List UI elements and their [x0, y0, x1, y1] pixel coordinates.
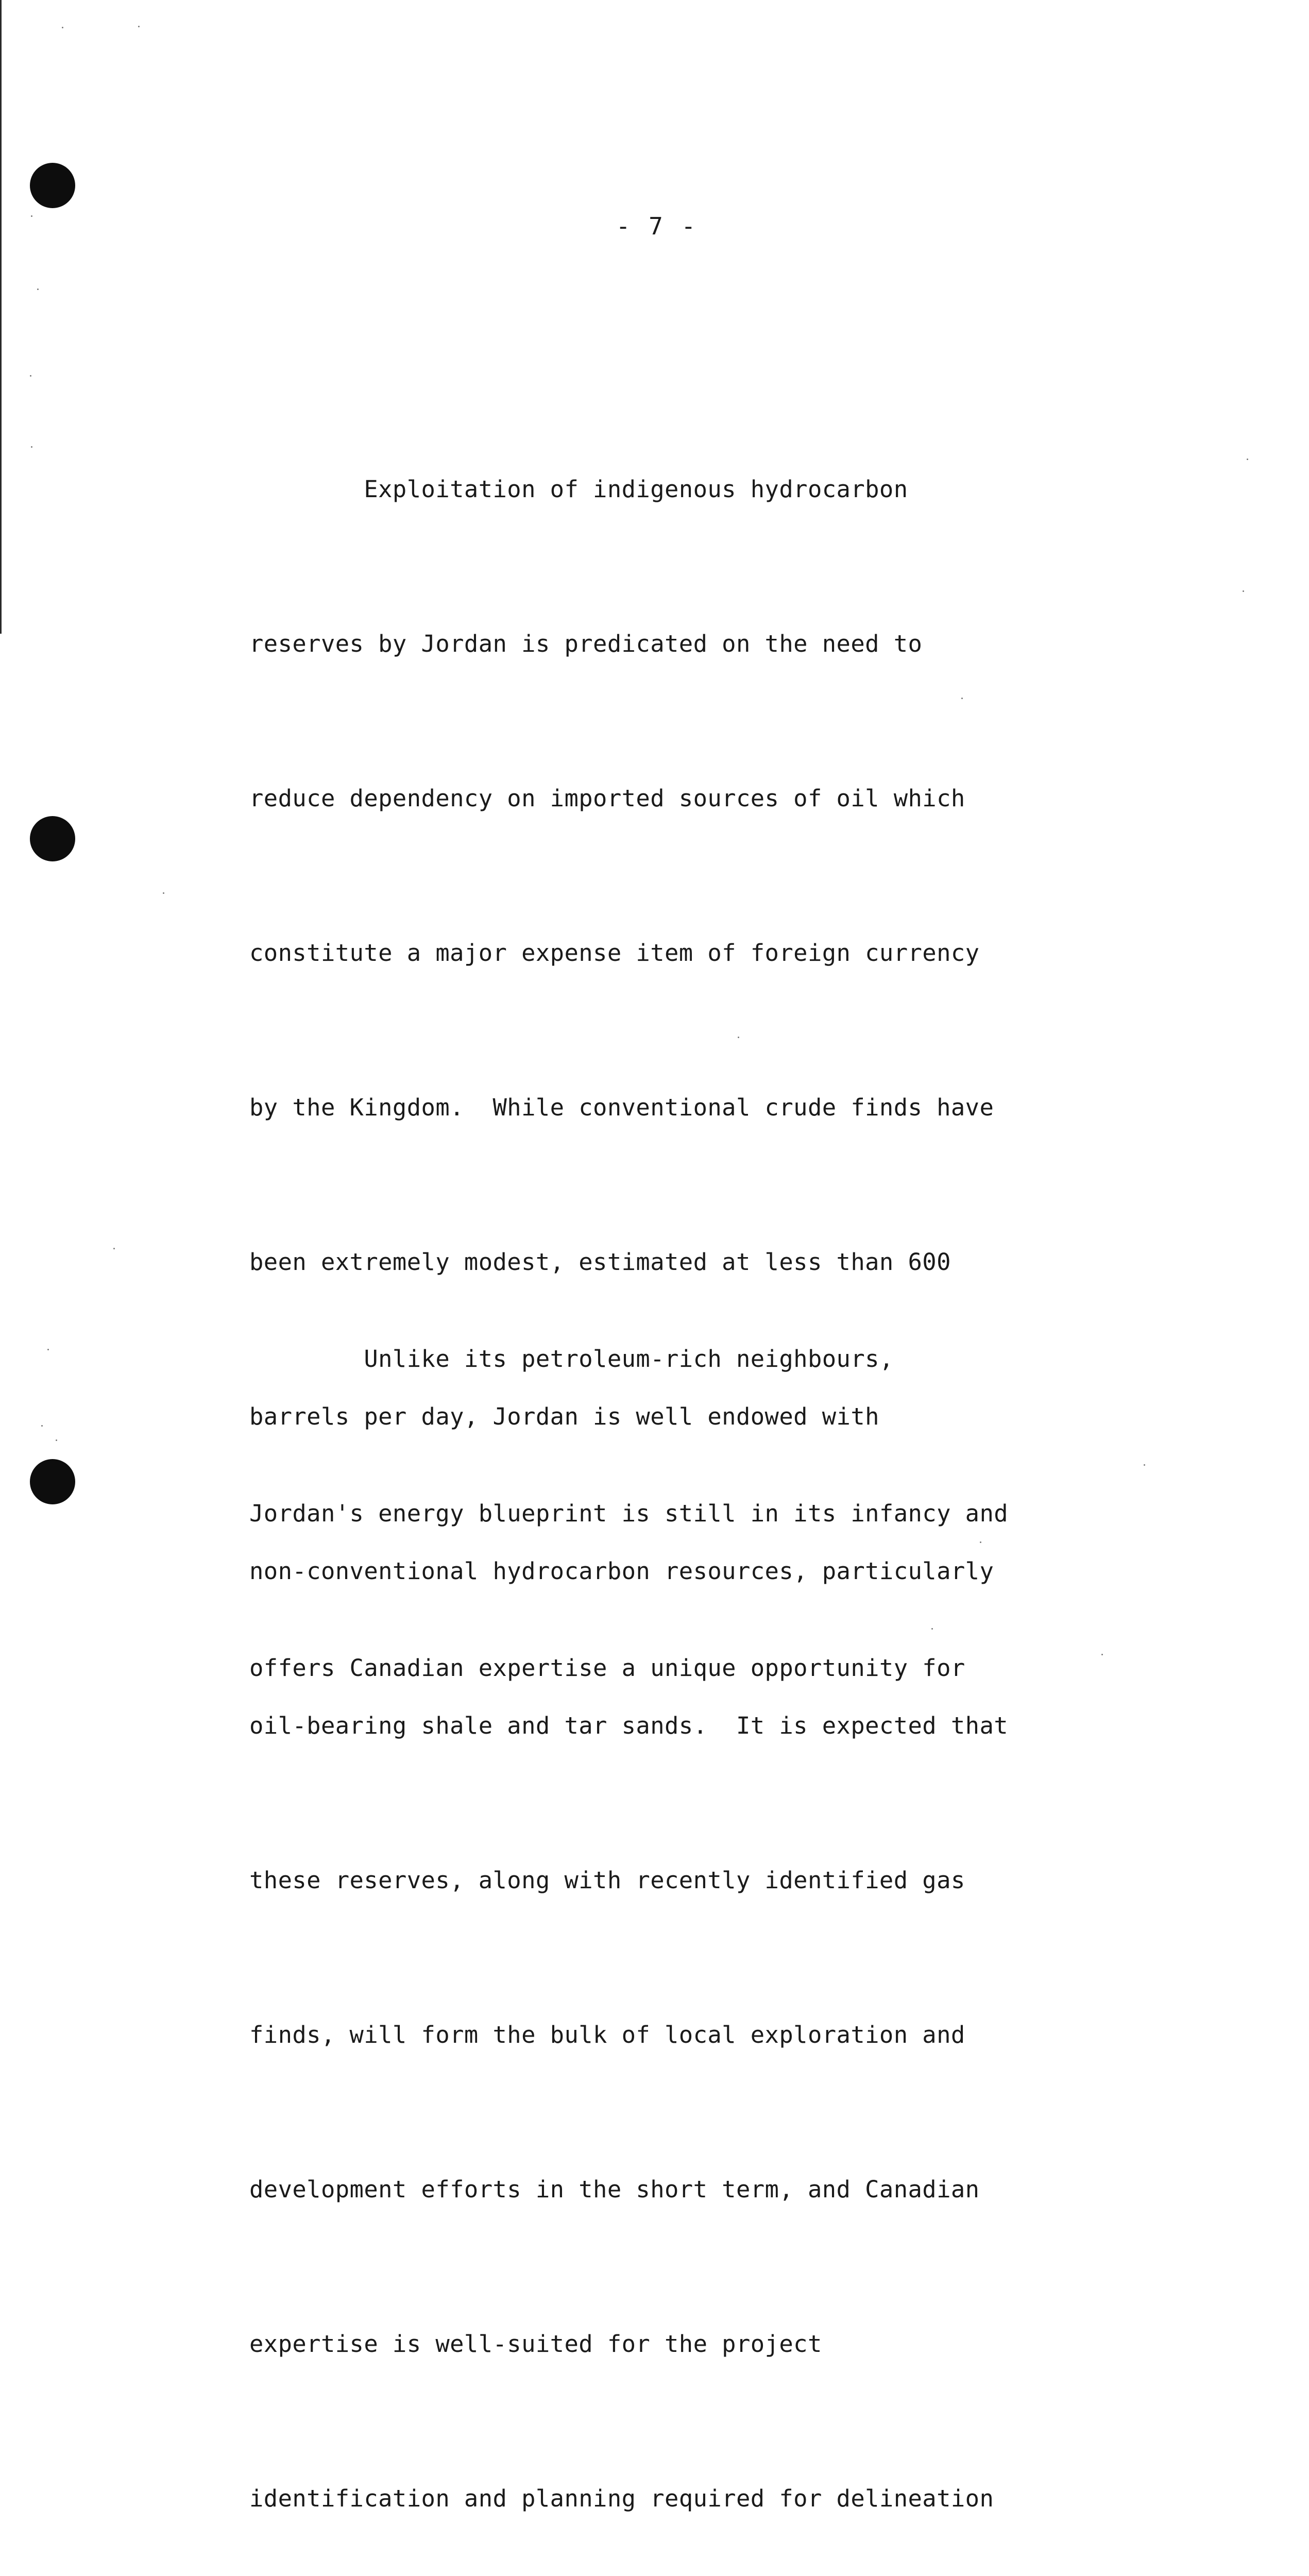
- text-line: development efforts in the short term, and Canadian: [249, 2176, 980, 2203]
- text-line: Jordan's energy blueprint is still in its infancy and: [249, 1500, 1009, 1527]
- scan-speck: [113, 1248, 115, 1249]
- text-line: barrels per day, Jordan is well endowed with: [249, 1403, 879, 1430]
- scan-speck: [31, 215, 32, 217]
- scan-speck: [1243, 590, 1244, 592]
- scan-speck: [138, 26, 140, 27]
- punch-hole-bottom: [30, 1459, 75, 1504]
- punch-hole-middle: [30, 816, 75, 861]
- text-line: non-conventional hydrocarbon resources, particularly: [249, 1557, 994, 1585]
- page-number: - 7 -: [616, 212, 698, 240]
- text-line: these reserves, along with recently identified gas: [249, 1867, 965, 1894]
- scan-speck: [37, 289, 39, 290]
- scan-speck: [1247, 459, 1248, 460]
- scan-speck: [30, 375, 31, 377]
- text-line: expertise is well-suited for the project: [249, 2330, 822, 2358]
- text-line: reduce dependency on imported sources of oil which: [249, 785, 965, 812]
- text-line: offers Canadian expertise a unique opportunity for: [249, 1654, 965, 1682]
- scan-speck: [62, 27, 63, 28]
- text-line: reserves by Jordan is predicated on the need to: [249, 630, 923, 657]
- text-line: oil-bearing shale and tar sands. It is expected that: [249, 1712, 1009, 1739]
- scan-speck: [56, 1439, 57, 1441]
- scan-speck: [163, 892, 164, 894]
- text-line: been extremely modest, estimated at less than 600: [249, 1248, 951, 1276]
- text-line: Exploitation of indigenous hydrocarbon: [249, 476, 908, 503]
- text-line: identification and planning required for delineation: [249, 2485, 994, 2512]
- text-line: constitute a major expense item of foreign currency: [249, 939, 980, 967]
- scan-speck: [31, 446, 32, 448]
- text-line: by the Kingdom. While conventional crude finds have: [249, 1094, 994, 1121]
- scan-speck: [47, 1349, 49, 1350]
- scan-speck: [41, 1425, 43, 1427]
- paragraph-2: [249, 1230, 1125, 1797]
- text-line: finds, will form the bulk of local exploration and: [249, 2021, 965, 2048]
- scan-speck: [1144, 1464, 1145, 1466]
- text-line: Unlike its petroleum-rich neighbours,: [249, 1345, 894, 1372]
- punch-hole-top: [30, 163, 75, 208]
- binding-edge: [0, 0, 2, 634]
